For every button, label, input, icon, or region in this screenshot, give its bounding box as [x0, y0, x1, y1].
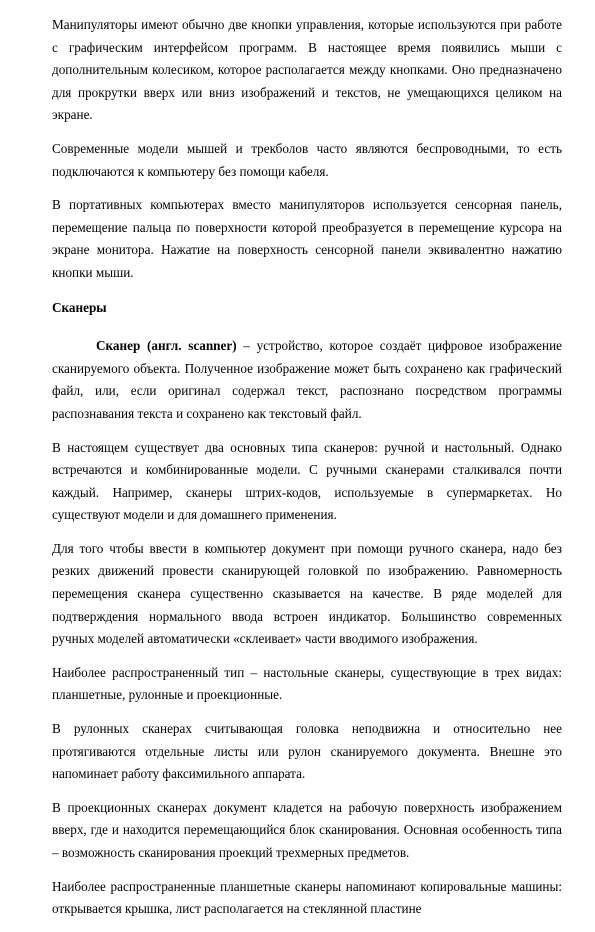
definition-term: Сканер (англ. scanner) [96, 338, 237, 354]
definition-text: – устройство, которое создаёт цифровое изображение сканируемого объекта. Полученное изображение может быть сохранено как графический файл, или, если оригинал содержал текст, распознано посредством программы распознавания текста и сохранено как текстовый файл. [52, 338, 562, 421]
paragraph-mouse-buttons: Манипуляторы имеют обычно две кнопки управления, которые используются при работе с графическим интерфейсом программ. В настоящее время появились мыши с дополнительным колесиком, которое располагается между кнопками. Оно предназначено для прокрутки вверх или вниз изображений и текстов, не умещающихся целиком на экране. [52, 17, 562, 123]
paragraph-hand-scanner: Для того чтобы ввести в компьютер документ при помощи ручного сканера, надо без резких движений провести сканирующей головкой по изображению. Равномерность перемещения сканера существенно сказывается на качестве. В ряде моделей для подтверждения нормального ввода встроен индикатор. Большинство современных ручных моделей автоматически «склеивает» части вводимого изображения. [52, 540, 562, 647]
paragraph-desktop-scanners: Наиболее распространенный тип – настольные сканеры, существующие в трех видах: планшетные, рулонные и проекционные. [52, 664, 562, 703]
paragraph-roll-scanners: В рулонных сканерах считывающая головка неподвижна и относительно нее протягиваются отдельные листы или рулон сканируемого документа. Внешне это напоминает работу факсимильного аппарата. [52, 721, 562, 782]
paragraph-touchpad: В портативных компьютерах вместо манипуляторов используется сенсорная панель, перемещение пальца по поверхности которой преобразуется в перемещение курсора на экране монитора. Нажатие на поверхность сенсорной панели эквивалентно нажатию кнопки мыши. [52, 197, 562, 280]
paragraph-flatbed-scanners: Наиболее распространенные планшетные сканеры напоминают копировальные машины: открывается крышка, лист располагается на стеклянной пластине [52, 878, 562, 917]
paragraph-scanner-types: В настоящем существует два основных типа сканеров: ручной и настольный. Однако встречаются и комбинированные модели. С ручными сканерами сталкивался почти каждый. Например, сканеры штрих-кодов, используемые в супермаркетах. Но существуют модели и для домашнего применения. [52, 439, 562, 523]
section-heading-scanners: Сканеры [52, 299, 107, 315]
paragraph-scanner-definition [52, 335, 562, 425]
paragraph-projection-scanners: В проекционных сканерах документ кладется на рабочую поверхность изображением вверх, где и находится перемещающийся блок сканирования. Основная особенность типа – возможность сканирования проекций трехмерных предметов. [52, 799, 562, 860]
document-page [52, 14, 562, 932]
paragraph-wireless-mice: Современные модели мышей и трекболов часто являются беспроводными, то есть подключаются к компьютеру без помощи кабеля. [52, 140, 562, 179]
